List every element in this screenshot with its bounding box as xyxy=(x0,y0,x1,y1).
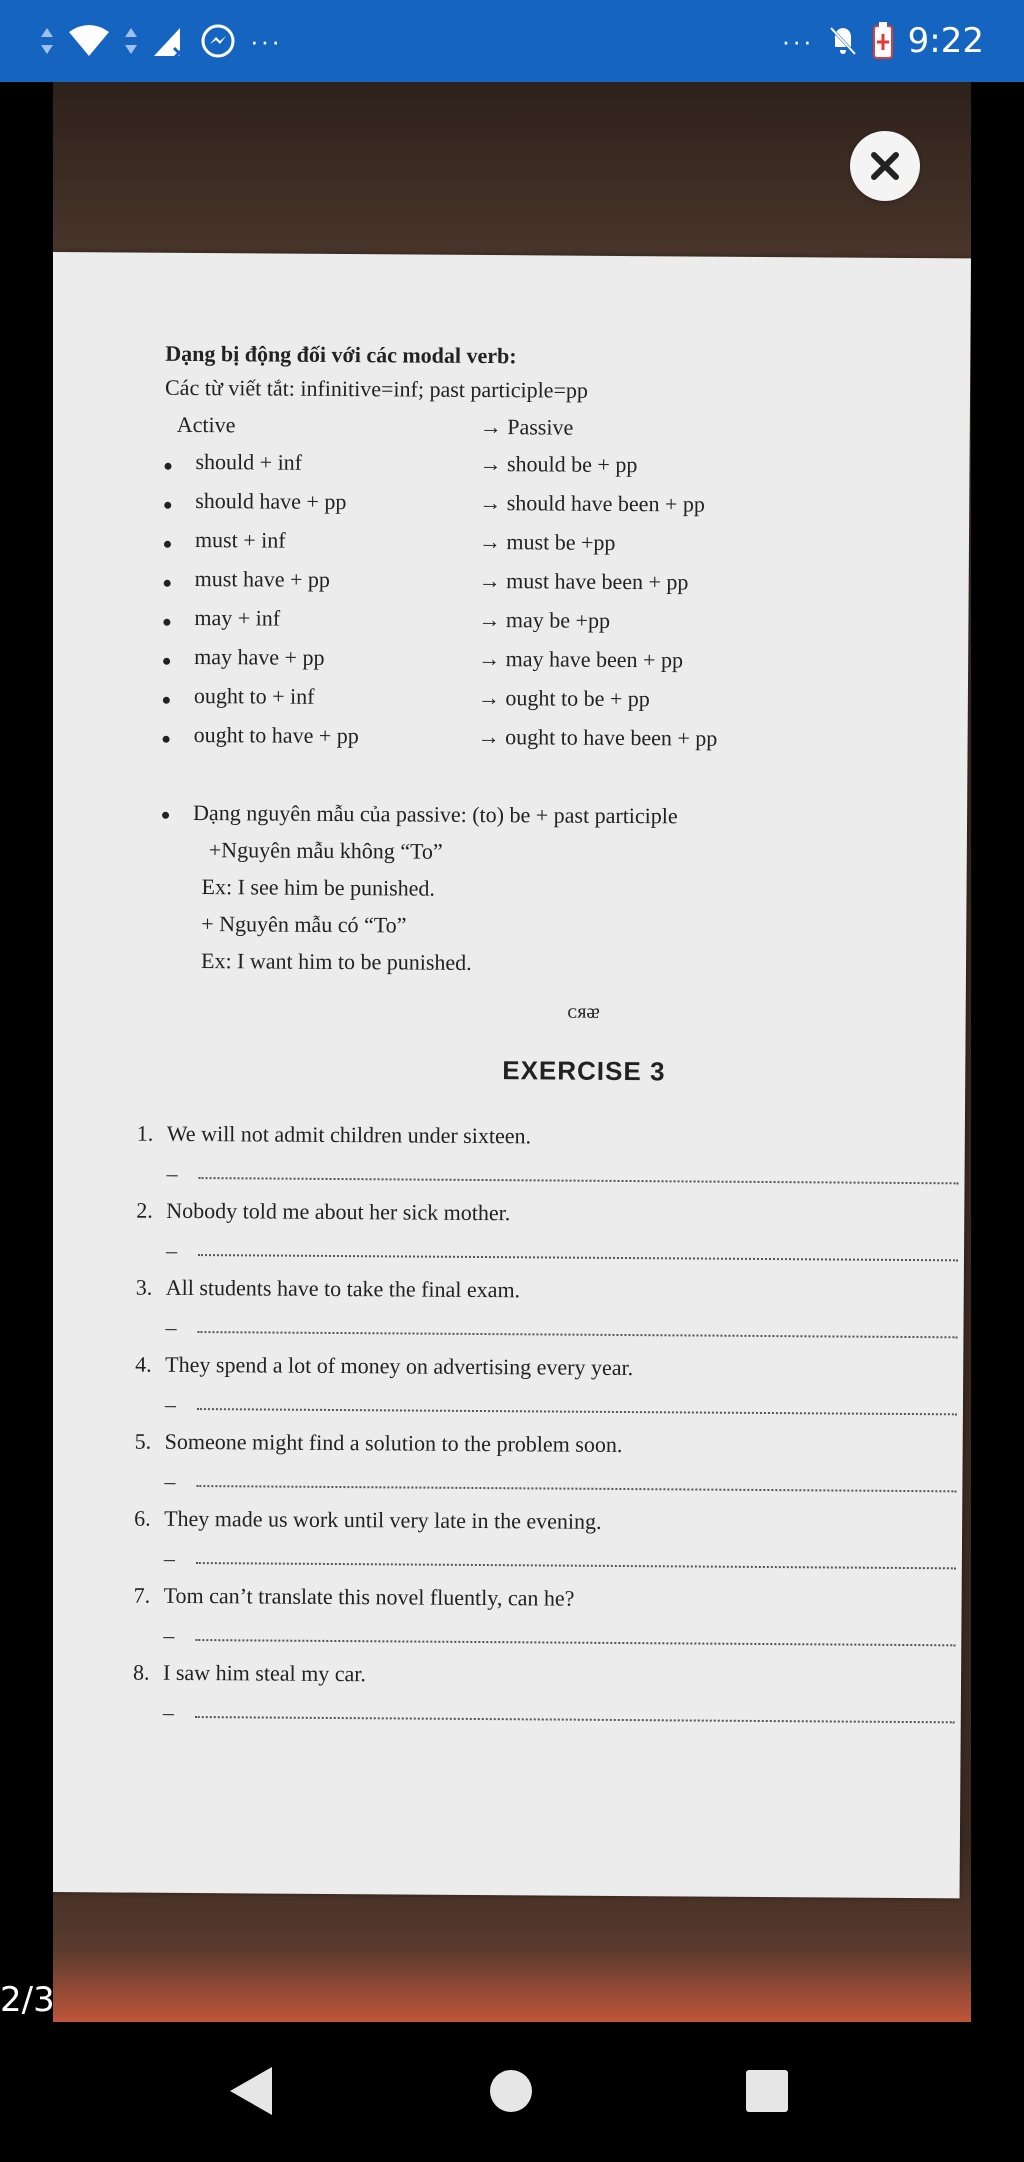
messenger-icon xyxy=(200,23,236,59)
exercise-sentence: I saw him steal my car. xyxy=(162,1659,367,1687)
exercise-number: 5. xyxy=(134,1428,152,1454)
list-item xyxy=(164,488,944,532)
no-to-example: Ex: I see him be punished. xyxy=(201,874,436,901)
more-notifications-dots: ··· xyxy=(250,25,282,56)
passive-form: → must be +pp xyxy=(478,528,616,555)
note-line xyxy=(161,874,941,916)
active-form: may + inf xyxy=(194,604,281,631)
passive-form: → should have been + pp xyxy=(479,489,705,517)
bullet-dot xyxy=(164,463,171,470)
exercise-sentence: Nobody told me about her sick mother. xyxy=(166,1197,511,1226)
passive-form: → ought to have been + pp xyxy=(477,723,718,751)
close-icon xyxy=(868,149,902,183)
list-item xyxy=(164,527,944,571)
passive-form: → may have been + pp xyxy=(478,645,684,673)
answer-line xyxy=(195,1716,955,1723)
status-right-icons xyxy=(782,18,984,64)
passive-form: → should be + pp xyxy=(479,450,638,478)
photo-background-top xyxy=(53,82,971,262)
passive-form: → must have been + pp xyxy=(478,567,689,595)
recent-apps-button[interactable] xyxy=(746,2070,788,2112)
exercise-number: 2. xyxy=(136,1197,153,1223)
signal-arrows-icon xyxy=(124,26,138,56)
list-item xyxy=(162,800,942,842)
cell-signal-icon xyxy=(152,24,186,58)
page-counter: 2/3 xyxy=(0,1980,55,2020)
list-item xyxy=(164,566,944,610)
list-item xyxy=(134,1429,955,1512)
list-item xyxy=(135,1352,956,1435)
exercise-number: 6. xyxy=(134,1505,151,1531)
answer-prefix: – xyxy=(164,1391,177,1417)
section-title: Dạng bị động đối với các modal verb: xyxy=(165,340,517,369)
bullet-dot xyxy=(164,541,171,548)
note-line xyxy=(162,837,942,879)
answer-prefix: – xyxy=(166,1160,178,1186)
note-line xyxy=(161,948,941,990)
answer-line xyxy=(197,1331,957,1338)
note-line xyxy=(161,911,941,953)
list-item xyxy=(163,605,943,649)
list-item xyxy=(136,1121,957,1204)
bullet-dot xyxy=(162,812,169,819)
bullet-dot xyxy=(164,502,171,509)
exercise-number: 1. xyxy=(136,1120,154,1146)
status-bar xyxy=(0,0,1024,82)
abbreviations-note: Các từ viết tắt: infinitive=inf; past participle=pp xyxy=(164,374,588,403)
answer-prefix: – xyxy=(163,1622,175,1648)
wifi-icon xyxy=(68,24,110,58)
ornament-divider: ᴄᴙᴂ xyxy=(567,1000,600,1023)
bullet-dot xyxy=(163,619,170,626)
exercise-number: 4. xyxy=(135,1351,152,1377)
list-item xyxy=(163,683,943,727)
status-dots: ··· xyxy=(781,25,814,56)
active-form: must have + pp xyxy=(194,565,331,592)
exercise-title: EXERCISE 3 xyxy=(502,1055,666,1087)
photo-viewer[interactable] xyxy=(53,82,971,2022)
active-form: should have + pp xyxy=(195,487,347,515)
back-button[interactable] xyxy=(230,2067,272,2115)
with-to-example: Ex: I want him to be punished. xyxy=(200,948,472,975)
active-form: should + inf xyxy=(195,449,303,475)
data-arrows-icon xyxy=(40,26,54,56)
list-item xyxy=(133,1583,954,1666)
active-form: may have + pp xyxy=(194,643,325,670)
answer-line xyxy=(197,1408,957,1415)
navigation-bar xyxy=(0,2022,1024,2162)
worksheet-content xyxy=(53,252,971,1898)
list-item xyxy=(135,1275,956,1358)
exercise-number: 7. xyxy=(133,1582,151,1608)
answer-prefix: – xyxy=(163,1545,175,1571)
list-item xyxy=(164,449,944,493)
answer-line xyxy=(199,1177,959,1184)
bullet-dot xyxy=(164,580,171,587)
list-item xyxy=(163,644,943,688)
active-form: must + inf xyxy=(194,526,286,553)
with-to-note: + Nguyên mẫu có “To” xyxy=(201,911,407,938)
bullet-dot xyxy=(163,736,170,743)
infinitive-form: Dạng nguyên mẫu của passive: (to) be + past participle xyxy=(193,799,678,829)
exercise-number: 3. xyxy=(135,1274,153,1300)
answer-line xyxy=(195,1639,955,1646)
exercise-sentence: They spend a lot of money on advertising every year. xyxy=(165,1351,634,1381)
close-button[interactable] xyxy=(850,131,920,201)
exercise-sentence: Tom can’t translate this novel fluently, can he? xyxy=(163,1582,575,1611)
answer-prefix: – xyxy=(162,1699,174,1725)
list-item xyxy=(136,1198,957,1281)
answer-prefix: – xyxy=(165,1314,177,1340)
answer-prefix: – xyxy=(165,1237,178,1263)
clock-time: 9:22 xyxy=(907,21,984,61)
infinitive-notes xyxy=(161,800,942,990)
exercise-sentence: All students have to take the final exam. xyxy=(165,1274,521,1303)
active-header: Active xyxy=(176,411,236,438)
no-to-note: +Nguyên mẫu không “To” xyxy=(208,837,443,864)
battery-saver-icon xyxy=(872,22,894,60)
passive-form: → ought to be + pp xyxy=(477,684,650,712)
home-button[interactable] xyxy=(490,2070,532,2112)
status-left-icons xyxy=(40,18,282,64)
answer-line xyxy=(198,1254,958,1261)
active-form: ought to + inf xyxy=(193,682,315,709)
list-item xyxy=(162,722,942,766)
modal-verb-list xyxy=(162,449,944,766)
passive-header: → Passive xyxy=(479,413,574,440)
exercise-sentence: We will not admit children under sixteen. xyxy=(166,1120,532,1149)
bullet-dot xyxy=(163,658,170,665)
worksheet-page xyxy=(53,252,971,1898)
list-item xyxy=(133,1660,954,1743)
exercise-sentence: Someone might find a solution to the problem soon. xyxy=(164,1428,623,1458)
answer-prefix: – xyxy=(164,1468,176,1494)
answer-line xyxy=(196,1485,956,1492)
exercise-number: 8. xyxy=(133,1659,150,1685)
list-item xyxy=(134,1506,955,1589)
exercise-sentence: They made us work until very late in the evening. xyxy=(164,1505,602,1534)
bullet-dot xyxy=(163,697,170,704)
exercise-list xyxy=(133,1121,957,1743)
passive-form: → may be +pp xyxy=(478,606,611,633)
answer-line xyxy=(196,1562,956,1569)
active-form: ought to have + pp xyxy=(193,721,359,749)
bell-off-icon xyxy=(828,25,858,57)
